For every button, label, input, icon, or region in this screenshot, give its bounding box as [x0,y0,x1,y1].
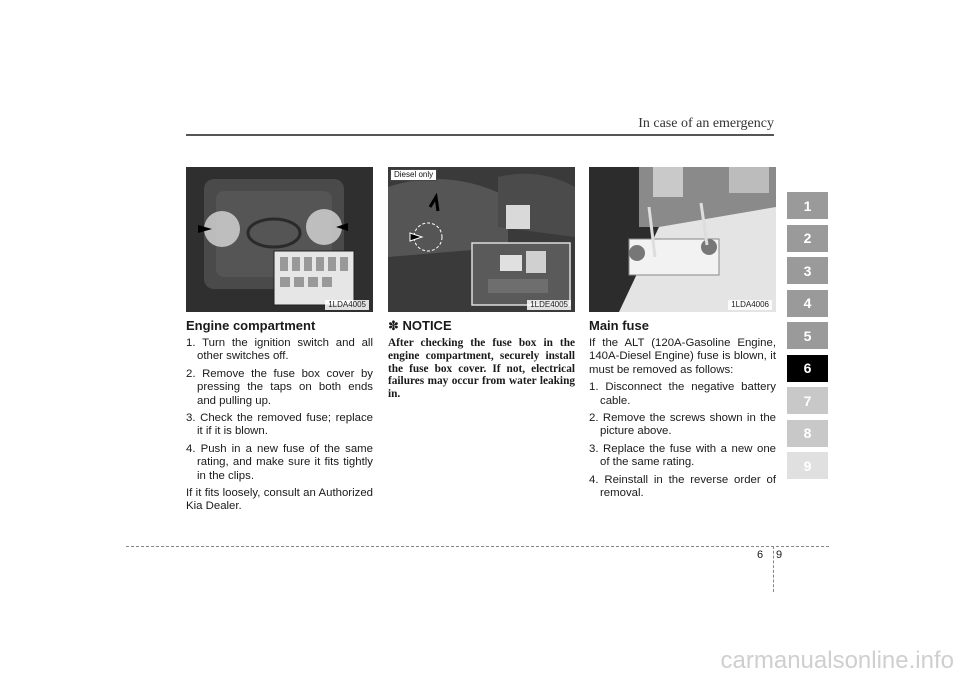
notice-heading: ✽ NOTICE [388,318,452,333]
diesel-only-badge: Diesel only [390,169,437,181]
chapter-tab-2[interactable]: 2 [787,225,828,252]
engine-compartment-steps [186,337,373,483]
diesel-fuse-box-photo [388,167,575,312]
chapter-tab-8[interactable]: 8 [787,420,828,447]
page-chapter-number: 6 [757,549,764,561]
chapter-tab-7[interactable]: 7 [787,387,828,414]
image-code: 1LDA4005 [325,300,369,310]
main-fuse-heading: Main fuse [589,318,649,333]
list-item: 4. Push in a new fuse of the same rating, and make sure it fits tightly in the clips. [186,442,373,482]
list-item: 3. Replace the fuse with a new one of the same rating. [589,442,776,469]
list-item: 3. Check the removed fuse; replace it if it is blown. [186,412,373,438]
notice-body: After checking the fuse box in the engine compartment, securely install the fuse box cover. If not, electrical failures may occur from water leaking in. [388,337,575,401]
list-item: 2. Remove the screws shown in the picture above. [589,412,776,438]
fuse-box-cover-photo [186,167,373,312]
list-item: 1. Disconnect the negative battery cable. [589,381,776,407]
footer-divider [126,546,829,547]
main-fuse-photo [589,167,776,312]
image-code: 1LDA4006 [728,300,772,310]
list-item: 2. Remove the fuse box cover by pressing the taps on both ends and pulling up. [186,367,373,407]
chapter-tab-9[interactable]: 9 [787,452,828,479]
chapter-tab-5[interactable]: 5 [787,322,828,349]
list-item: 4. Reinstall in the reverse order of removal. [589,473,776,500]
main-fuse-column [589,167,776,504]
chapter-tab-4[interactable]: 4 [787,290,828,317]
image-code: 1LDE4005 [527,300,571,310]
footer-page-divider [773,546,774,592]
section-title: In case of an emergency [638,116,774,131]
chapter-tab-1[interactable]: 1 [787,192,828,219]
page-number: 9 [776,549,783,561]
chapter-tab-6[interactable]: 6 [787,355,828,382]
dealer-note: If it fits loosely, consult an Authorized Kia Dealer. [186,487,373,513]
main-fuse-steps [589,381,776,500]
chapter-nav [787,192,828,485]
list-item: 1. Turn the ignition switch and all other switches off. [186,337,373,363]
engine-compartment-heading: Engine compartment [186,318,316,333]
notice-column [388,167,575,401]
engine-compartment-column [186,167,373,518]
header-divider [186,134,774,136]
chapter-tab-3[interactable]: 3 [787,257,828,284]
watermark-text: carmanualsonline.info [720,647,954,674]
main-fuse-intro: If the ALT (120A-Gasoline Engine, 140A-Diesel Engine) fuse is blown, it must be removed as follows: [589,337,776,376]
